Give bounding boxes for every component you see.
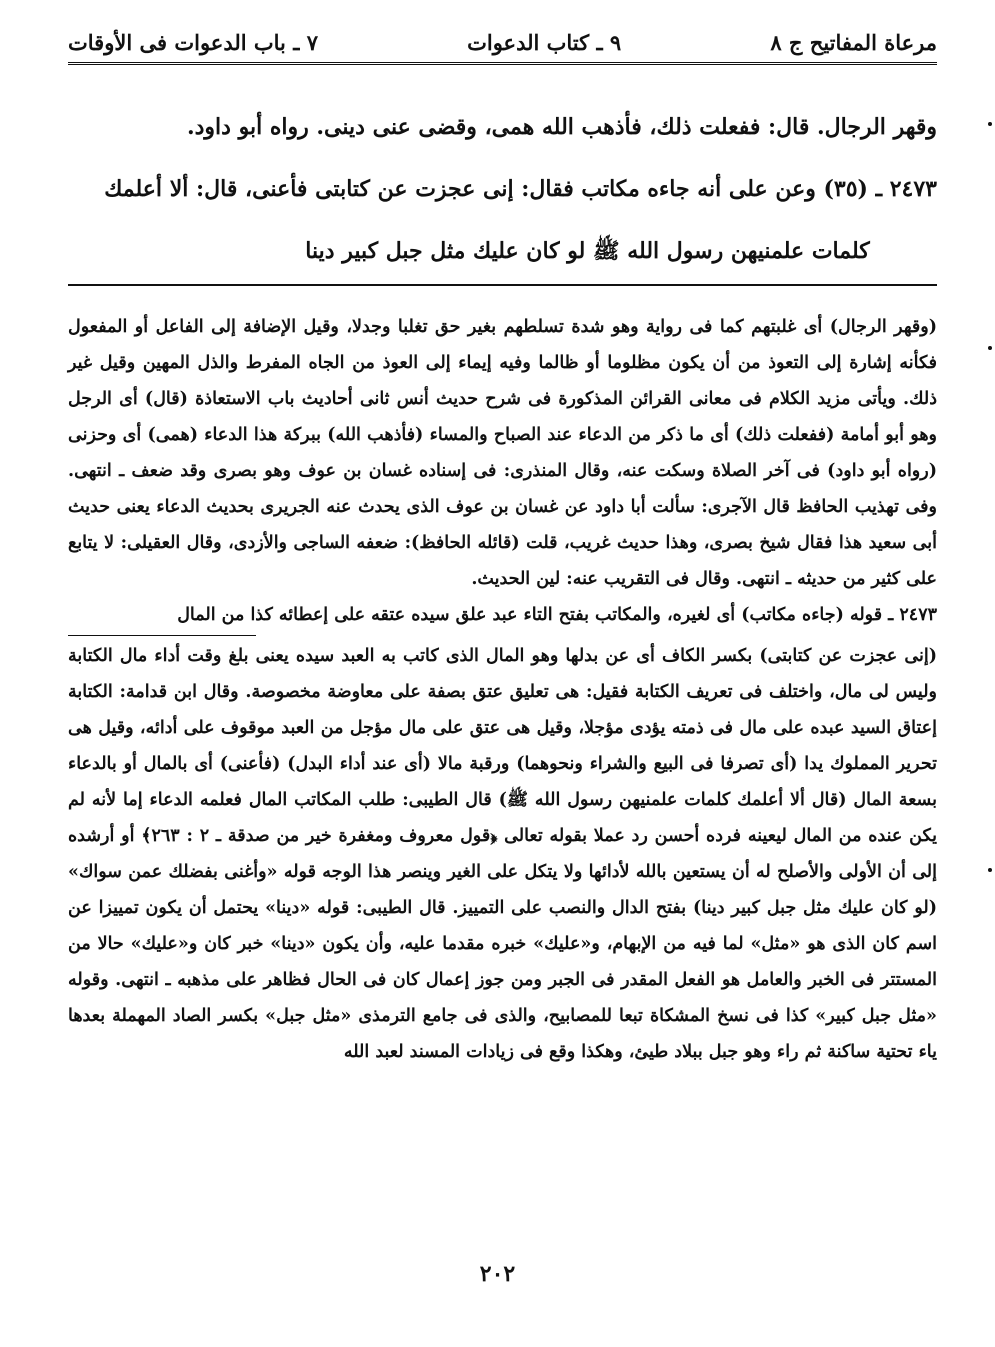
commentary-short-divider xyxy=(68,635,256,636)
hadith-line-1: وقهر الرجال. قال: ففعلت ذلك، فأذهب الله همى، وقضى عنى دينى. رواه أبو داود. xyxy=(186,114,937,140)
header-kitab: ٩ ـ كتاب الدعوات xyxy=(467,29,622,55)
commentary-paragraph-2: ٢٤٧٣ ـ قوله (جاءه مكاتب) أى لغيره، والمكاتب بفتح التاء عبد علق سيده عتقه على إعطائه كذا من المال xyxy=(177,605,937,625)
commentary-paragraph-1: (وقهر الرجال) أى غلبتهم كما فى رواية وهو شدة تسلطهم بغير حق تغلبا وجدلا، وقيل الإضافة إلى الفاعل أو المفعول فكأنه إشارة إلى التعوذ من أن يكون مظلوما أو ظالما وفيه إيماء إلى العوذ من الجاه المفرط والذل المهين وقيل غير ذلك. ويأتى مزيد الكلام فى معانى القرائن المذكورة فى شرح حديث أنس ثانى أحاديث باب الاستعاذة (قال) أى الرجل وهو أبو أمامة (ففعلت ذلك) أى ما ذكر من الدعاء عند الصباح والمساء (فأذهب الله) ببركة هذا الدعاء (همى) أى وحزنى (رواه أبو داود) فى آخر الصلاة وسكت عنه، وقال المنذرى: فى إسناده غسان بن عوف وهو بصرى وقد ضعف ـ انتهى. وفى تهذيب الحافظ قال الآجرى: سألت أبا داود عن غسان بن عوف الذى يحدث عنه الجريرى بحديث الدعاء يعنى حديث أبى سعيد هذا فقال شيخ بصرى، وهذا حديث غريب، قلت (قائله الحافظ): ضعفه الساجى والأزدى، وقال العقيلى: لا يتابع على كثير من حديثه ـ انتهى. وقال فى التقريب عنه: لين الحديث. xyxy=(68,317,937,589)
hadith-text xyxy=(68,96,937,282)
commentary-paragraph-3: (إنى عجزت عن كتابتى) بكسر الكاف أى عن بدلها وهو المال الذى كاتب به العبد سيده يعنى بلغ وقت أداء مال الكتابة وليس لى مال، واختلف فى تعريف الكتابة فقيل: هى تعليق عتق بصفة على معاوضة مخصوصة. وقال ابن قدامة: الكتابة إعتاق السيد عبده على مال فى ذمته يؤدى مؤجلا، وقيل هى عتق على مال مؤجل من العبد موقوف على أدائه، وقيل هى تحرير المملوك يدا (أى تصرفا فى البيع والشراء ونحوهما) ورقبة مالا (أى عند أداء البدل) (فأعنى) أى بالمال أو بالدعاء بسعة المال (قال ألا أعلمك كلمات علمنيهن رسول الله ﷺ) قال الطيبى: طلب المكاتب المال فعلمه الدعاء إما لأنه لم يكن عنده من المال ليعينه فرده أحسن رد عملا بقوله تعالى ﴿قول معروف ومغفرة خير من صدقة ـ ٢ : ٢٦٣﴾ أو أرشده إلى أن الأولى والأصلح له أن يستعين بالله لأدائها ولا يتكل على الغير وينصر هذا الوجه قوله «وأغنى بفضلك عمن سواك» (لو كان عليك مثل جبل كبير دينا) بفتح الدال والنصب على التمييز. قال الطيبى: قوله «دينا» يحتمل أن يكون تمييزا عن اسم كان الذى هو «مثل» لما فيه من الإبهام، و«عليك» خبره مقدما عليه، وأن يكون «دينا» خبر كان و«عليك» حالا من المستتر فى الخبر والعامل هو الفعل المقدر فى الجبر ومن جوز إعمال كان فى الحال فظاهر على مذهبه ـ انتهى. وقوله «مثل جبل كبير» كذا فى نسخ المشكاة تبعا للمصابيح، والذى فى جامع الترمذى «مثل جبل» بكسر الصاد المهملة بعدها ياء تحتية ساكنة ثم راء وهو جبل ببلاد طيئ، وهكذا وقع فى زيادات المسند لعبد الله xyxy=(68,646,937,1062)
margin-mark xyxy=(988,346,992,350)
margin-mark xyxy=(988,122,992,126)
section-divider xyxy=(68,284,937,286)
header-bab: ٧ ـ باب الدعوات فى الأوقات xyxy=(68,29,318,55)
page-number: ٢٠٢ xyxy=(479,1261,516,1287)
header-book-title: مرعاة المفاتيح ج ٨ xyxy=(770,29,937,55)
margin-mark xyxy=(988,868,992,872)
running-header xyxy=(68,22,937,62)
header-divider xyxy=(68,62,937,65)
hadith-line-3: كلمات علمنيهن رسول الله ﷺ لو كان عليك مثل جبل كبير دينا xyxy=(305,238,870,264)
commentary xyxy=(68,309,937,1070)
hadith-line-2: ٢٤٧٣ ـ (٣٥) وعن على أنه جاءه مكاتب فقال: إنى عجزت عن كتابتى فأعنى، قال: ألا أعلمك xyxy=(104,176,937,202)
